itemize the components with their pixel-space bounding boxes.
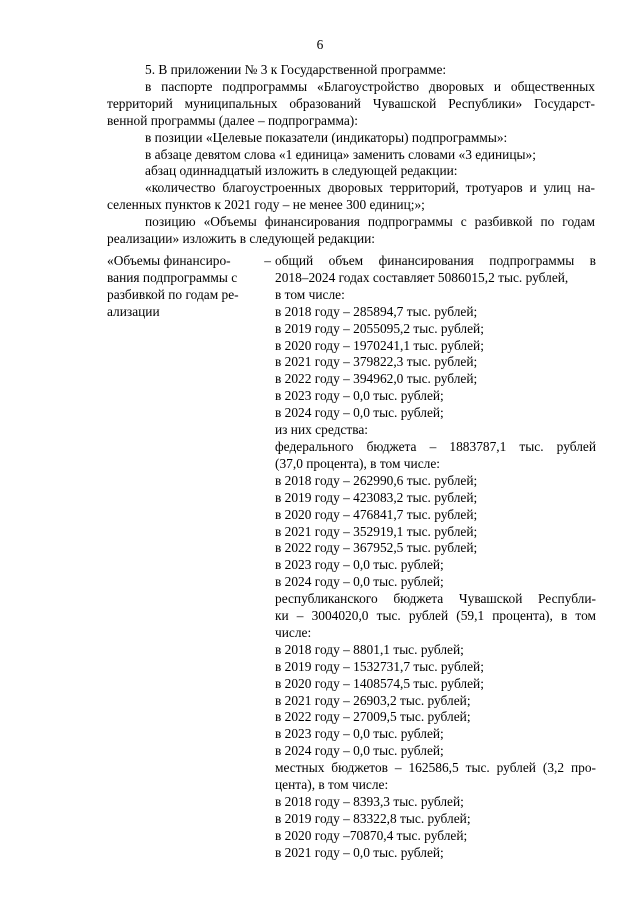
paragraph-item-5: 5. В приложении № 3 к Государственной программе: bbox=[145, 62, 447, 77]
republic-year: в 2022 году – 27009,5 тыс. рублей; bbox=[275, 709, 471, 725]
total-line-3: в том числе: bbox=[275, 286, 345, 302]
republic-line-2: ки – 3004020,0 тыс. рублей (59,1 процента), в том bbox=[275, 608, 596, 624]
republic-line-3: числе: bbox=[275, 624, 312, 640]
paragraph-financing-line2: реализации» изложить в следующей редакции: bbox=[107, 231, 375, 247]
left-line-3: разбивкой по годам ре- bbox=[107, 286, 239, 302]
left-line-4: ализации bbox=[107, 303, 160, 319]
paragraph-eleventh: абзац одиннадцатый изложить в следующей редакции: bbox=[145, 163, 458, 179]
page-number: 6 bbox=[316, 37, 324, 52]
paragraph-financing-line1: позицию «Объемы финансирования подпрограммы с разбивкой по годам bbox=[145, 214, 595, 230]
table-right-cell bbox=[275, 253, 596, 862]
paragraph-quote-line2: селенных пунктов к 2021 году – не менее 300 единиц;»; bbox=[107, 197, 425, 213]
republic-year: в 2021 году – 26903,2 тыс. рублей; bbox=[275, 692, 471, 708]
total-line-1: общий объем финансирования подпрограммы в bbox=[275, 253, 596, 268]
republic-year: в 2020 году – 1408574,5 тыс. рублей; bbox=[275, 675, 484, 691]
table-left-cell bbox=[107, 253, 271, 321]
republic-year: в 2024 году – 0,0 тыс. рублей; bbox=[275, 743, 444, 759]
federal-year: в 2024 году – 0,0 тыс. рублей; bbox=[275, 574, 444, 590]
total-year: в 2022 году – 394962,0 тыс. рублей; bbox=[275, 371, 478, 387]
republic-year: в 2019 году – 1532731,7 тыс. рублей; bbox=[275, 658, 484, 674]
federal-year: в 2018 году – 262990,6 тыс. рублей; bbox=[275, 472, 478, 488]
total-year: в 2024 году – 0,0 тыс. рублей; bbox=[275, 405, 444, 421]
left-line-1 bbox=[107, 253, 271, 270]
total-year: в 2019 году – 2055095,2 тыс. рублей; bbox=[275, 320, 484, 336]
intro-text bbox=[107, 62, 595, 248]
left-line-2: вания подпрограммы с bbox=[107, 269, 238, 285]
federal-line-1: федерального бюджета – 1883787,1 тыс. рублей bbox=[275, 438, 596, 454]
republic-year: в 2023 году – 0,0 тыс. рублей; bbox=[275, 726, 444, 742]
local-year: в 2020 году –70870,4 тыс. рублей; bbox=[275, 827, 468, 843]
federal-year: в 2023 году – 0,0 тыс. рублей; bbox=[275, 557, 444, 573]
federal-year: в 2020 году – 476841,7 тыс. рублей; bbox=[275, 506, 478, 522]
of-which-label: из них средства: bbox=[275, 422, 369, 438]
paragraph-passport-line2: территорий муниципальных образований Чувашской Республики» Государст- bbox=[107, 95, 595, 111]
republic-year: в 2018 году – 8801,1 тыс. рублей; bbox=[275, 641, 464, 657]
total-line-2: 2018–2024 годах составляет 5086015,2 тыс. рублей, bbox=[275, 269, 569, 285]
total-year: в 2021 году – 379822,3 тыс. рублей; bbox=[275, 354, 478, 370]
republic-line-1: республиканского бюджета Чувашской Республи- bbox=[275, 591, 596, 607]
left-dash: – bbox=[264, 253, 271, 268]
paragraph-position: в позиции «Целевые показатели (индикаторы) подпрограммы»: bbox=[145, 129, 508, 145]
paragraph-passport-line1: в паспорте подпрограммы «Благоустройство дворовых и общественных bbox=[145, 78, 595, 94]
federal-year: в 2021 году – 352919,1 тыс. рублей; bbox=[275, 523, 478, 539]
local-year: в 2018 году – 8393,3 тыс. рублей; bbox=[275, 794, 464, 809]
local-line-1: местных бюджетов – 162586,5 тыс. рублей (3,2 про- bbox=[275, 760, 596, 776]
federal-year: в 2019 году – 423083,2 тыс. рублей; bbox=[275, 489, 478, 505]
total-year: в 2023 году – 0,0 тыс. рублей; bbox=[275, 388, 444, 404]
paragraph-quote-line1: «количество благоустроенных дворовых территорий, тротуаров и улиц на- bbox=[145, 180, 595, 196]
paragraph-passport-line3: венной программы (далее – подпрограмма): bbox=[107, 112, 358, 128]
total-year: в 2018 году – 285894,7 тыс. рублей; bbox=[275, 303, 478, 319]
federal-line-2: (37,0 процента), в том числе: bbox=[275, 455, 440, 471]
federal-year: в 2022 году – 367952,5 тыс. рублей; bbox=[275, 540, 478, 556]
paragraph-replace: в абзаце девятом слова «1 единица» заменить словами «3 единицы»; bbox=[145, 146, 536, 162]
local-line-2: цента), в том числе: bbox=[275, 777, 389, 793]
total-year: в 2020 году – 1970241,1 тыс. рублей; bbox=[275, 337, 484, 353]
local-year: в 2019 году – 83322,8 тыс. рублей; bbox=[275, 810, 471, 826]
local-year: в 2021 году – 0,0 тыс. рублей; bbox=[275, 844, 444, 860]
left-line-1-text: «Объемы финансиро- bbox=[107, 253, 231, 268]
